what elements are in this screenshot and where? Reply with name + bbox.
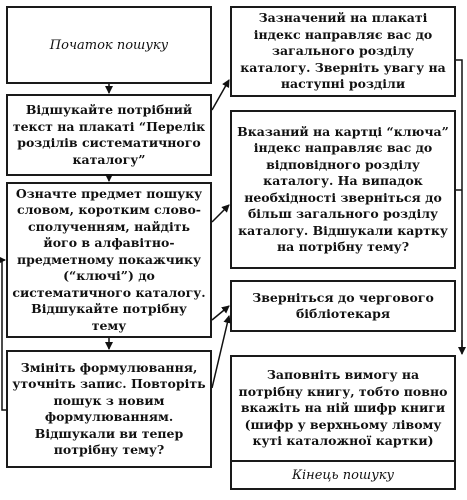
- index-general-section-label: Зазначений на плакаті індекс направляє вас до загального розділу каталогу. Зверніть увагу на наступні розділи: [240, 10, 446, 92]
- start-label: Початок пошуку: [49, 37, 169, 53]
- ask-librarian-label: Зверніться до чергового бібліотекаря: [252, 289, 434, 321]
- arrow-step1-to-box1: [212, 80, 229, 110]
- step-reformulate-label: Змініть формулювання, уточніть запис. Повторіть пошук з новим формулюванням. Відшукали ви тепер потрібну тему?: [12, 359, 206, 457]
- arrow-step2-to-box2: [212, 205, 229, 222]
- step-define-subject-label: Означте предмет пошуку словом, коротким слово-сполученням, найдіть його в алфавітно-предметному покажчику (“ключі”) до систематичного каталогу. Відшукайте потрібну тему: [12, 185, 206, 333]
- key-card-index-label: Вказаний на картці “ключа” індекс направляє вас до відповідного розділу каталогу. На випадок необхідності зверніться до більш загального розділу каталогу. Відшукали картку на потрібну тему?: [237, 123, 449, 254]
- fill-request-label: Заповніть вимогу на потрібну книгу, тобто повно вкажіть на ній шифр книги (шифр у верхньому лівому куті каталожної картки): [238, 367, 448, 449]
- arrow-step3-to-box3: [212, 316, 229, 388]
- end-label: Кінець пошуку: [291, 467, 395, 483]
- arrow-right-connector: [456, 60, 462, 352]
- arrow-step2-to-box3: [212, 306, 229, 320]
- arrow-loop-step3: [2, 260, 6, 410]
- step-find-text-label: Відшукайте потрібний текст на плакаті “Перелік розділів систематичного каталогу”: [12, 102, 206, 167]
